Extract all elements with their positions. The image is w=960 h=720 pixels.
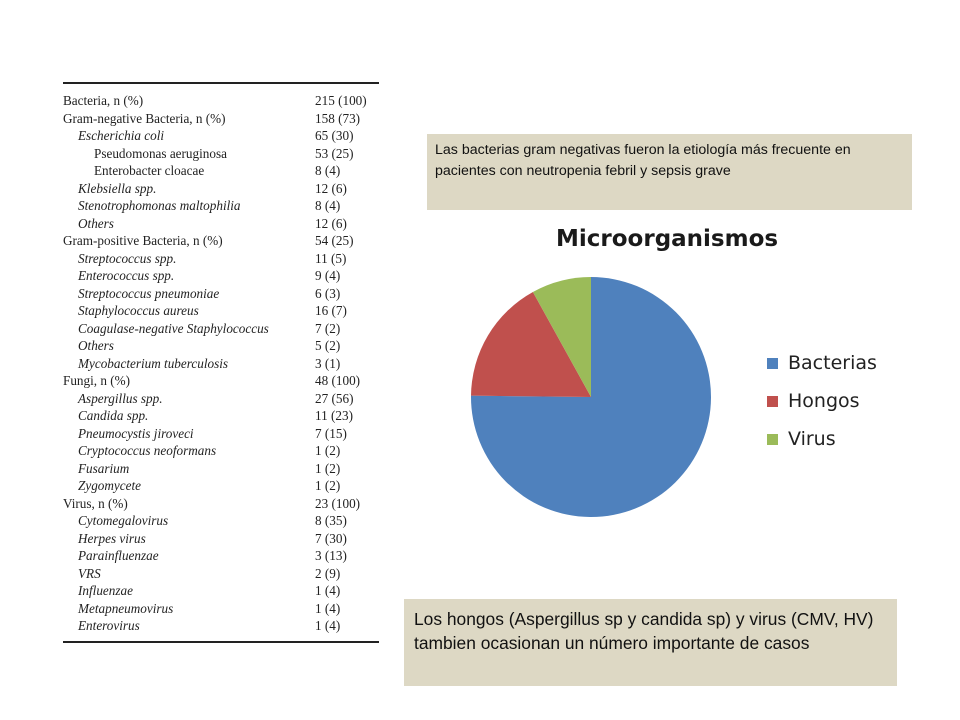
row-label: Pneumocystis jiroveci: [78, 425, 194, 441]
table-row: [63, 495, 379, 513]
row-label: Cryptococcus neoformans: [78, 443, 217, 458]
row-value: 11 (23): [315, 408, 353, 423]
row-value: 11 (5): [315, 250, 347, 266]
row-label: Influenzae: [78, 583, 133, 598]
table-row: [63, 442, 379, 460]
row-label: Staphylococcus aureus: [78, 303, 199, 318]
row-label: Streptococcus spp.: [78, 250, 177, 266]
row-label: VRS: [78, 565, 101, 581]
table-row: [63, 110, 379, 128]
row-label: Gram-negative Bacteria, n (%): [63, 110, 226, 126]
table-row: [63, 320, 379, 338]
row-value: 1 (4): [315, 583, 341, 598]
row-value: 6 (3): [315, 285, 341, 301]
row-value: 1 (4): [315, 618, 341, 633]
row-label: Zygomycete: [78, 478, 141, 493]
row-label: Metapneumovirus: [78, 600, 174, 616]
row-label: Pseudomonas aeruginosa: [94, 145, 227, 161]
legend-item-hongos: [767, 382, 877, 420]
row-label: Parainfluenzae: [78, 548, 159, 563]
table-row: [63, 617, 379, 635]
row-label: Bacteria, n (%): [63, 93, 144, 108]
row-value: 9 (4): [315, 268, 341, 283]
row-label: Others: [78, 338, 114, 353]
row-value: 3 (13): [315, 548, 347, 563]
callout-fungi-virus: Los hongos (Aspergillus sp y candida sp) y virus (CMV, HV) tambien ocasionan un número importante de casos: [404, 599, 897, 686]
row-value: 7 (2): [315, 320, 341, 336]
table-row: [63, 197, 379, 215]
pie-chart: [460, 266, 722, 528]
row-label: Mycobacterium tuberculosis: [78, 355, 229, 371]
row-label: Enterobacter cloacae: [94, 163, 205, 178]
table-row: [63, 582, 379, 600]
table-row: [63, 302, 379, 320]
table-row: [63, 460, 379, 478]
table-row: [63, 145, 379, 163]
table-row: [63, 355, 379, 373]
table-row: [63, 530, 379, 548]
microorganism-table: [63, 82, 379, 643]
row-value: 1 (4): [315, 600, 341, 616]
row-label: Fungi, n (%): [63, 373, 131, 388]
table-row: [63, 390, 379, 408]
row-label: Herpes virus: [78, 530, 146, 546]
table-top-rule: [63, 82, 379, 92]
row-label: Others: [78, 215, 114, 231]
legend-label: Hongos: [788, 390, 860, 412]
legend-swatch: [767, 396, 778, 407]
row-value: 7 (30): [315, 530, 347, 546]
chart-title: Microorganismos: [556, 226, 779, 252]
row-value: 54 (25): [315, 233, 354, 248]
row-value: 12 (6): [315, 180, 347, 196]
legend-item-virus: [767, 420, 877, 458]
table-row: [63, 180, 379, 198]
legend-label: Virus: [788, 428, 836, 450]
row-value: 8 (35): [315, 513, 347, 528]
table-row: [63, 372, 379, 390]
table-bottom-rule: [63, 641, 379, 643]
table-row: [63, 565, 379, 583]
callout-gram-negative: Las bacterias gram negativas fueron la etiología más frecuente en pacientes con neutropenia febril y sepsis grave: [427, 134, 912, 210]
row-label: Klebsiella spp.: [78, 180, 157, 196]
row-value: 158 (73): [315, 110, 361, 126]
table-row: [63, 512, 379, 530]
row-value: 27 (56): [315, 390, 354, 406]
table-row: [63, 425, 379, 443]
table-row: [63, 127, 379, 145]
legend-swatch: [767, 434, 778, 445]
row-label: Virus, n (%): [63, 495, 128, 511]
row-value: 16 (7): [315, 303, 347, 318]
row-value: 3 (1): [315, 355, 341, 371]
row-value: 65 (30): [315, 128, 354, 143]
table-row: [63, 215, 379, 233]
table-row: [63, 250, 379, 268]
row-label: Enterococcus spp.: [78, 268, 175, 283]
table-body: [63, 92, 379, 635]
table-row: [63, 547, 379, 565]
row-label: Stenotrophomonas maltophilia: [78, 198, 241, 213]
row-label: Enterovirus: [78, 618, 140, 633]
row-label: Escherichia coli: [78, 128, 165, 143]
table-row: [63, 162, 379, 180]
row-value: 12 (6): [315, 215, 347, 231]
table-row: [63, 92, 379, 110]
table-row: [63, 407, 379, 425]
table-row: [63, 267, 379, 285]
row-value: 23 (100): [315, 495, 361, 511]
row-value: 8 (4): [315, 198, 341, 213]
row-label: Aspergillus spp.: [78, 390, 163, 406]
table-row: [63, 337, 379, 355]
legend-swatch: [767, 358, 778, 369]
row-label: Gram-positive Bacteria, n (%): [63, 233, 223, 248]
legend-item-bacterias: [767, 344, 877, 382]
row-label: Streptococcus pneumoniae: [78, 285, 220, 301]
row-value: 5 (2): [315, 338, 341, 353]
chart-legend: [767, 344, 877, 458]
row-label: Cytomegalovirus: [78, 513, 169, 528]
table-row: [63, 477, 379, 495]
row-value: 1 (2): [315, 478, 341, 493]
row-label: Coagulase-negative Staphylococcus: [78, 320, 269, 336]
row-value: 1 (2): [315, 460, 341, 476]
table-row: [63, 600, 379, 618]
row-label: Fusarium: [78, 460, 130, 476]
table-row: [63, 285, 379, 303]
row-value: 7 (15): [315, 425, 347, 441]
table-row: [63, 232, 379, 250]
row-value: 1 (2): [315, 443, 341, 458]
row-value: 215 (100): [315, 93, 367, 108]
row-value: 2 (9): [315, 565, 341, 581]
row-label: Candida spp.: [78, 408, 149, 423]
legend-label: Bacterias: [788, 352, 877, 374]
row-value: 8 (4): [315, 163, 341, 178]
row-value: 48 (100): [315, 373, 361, 388]
row-value: 53 (25): [315, 145, 354, 161]
